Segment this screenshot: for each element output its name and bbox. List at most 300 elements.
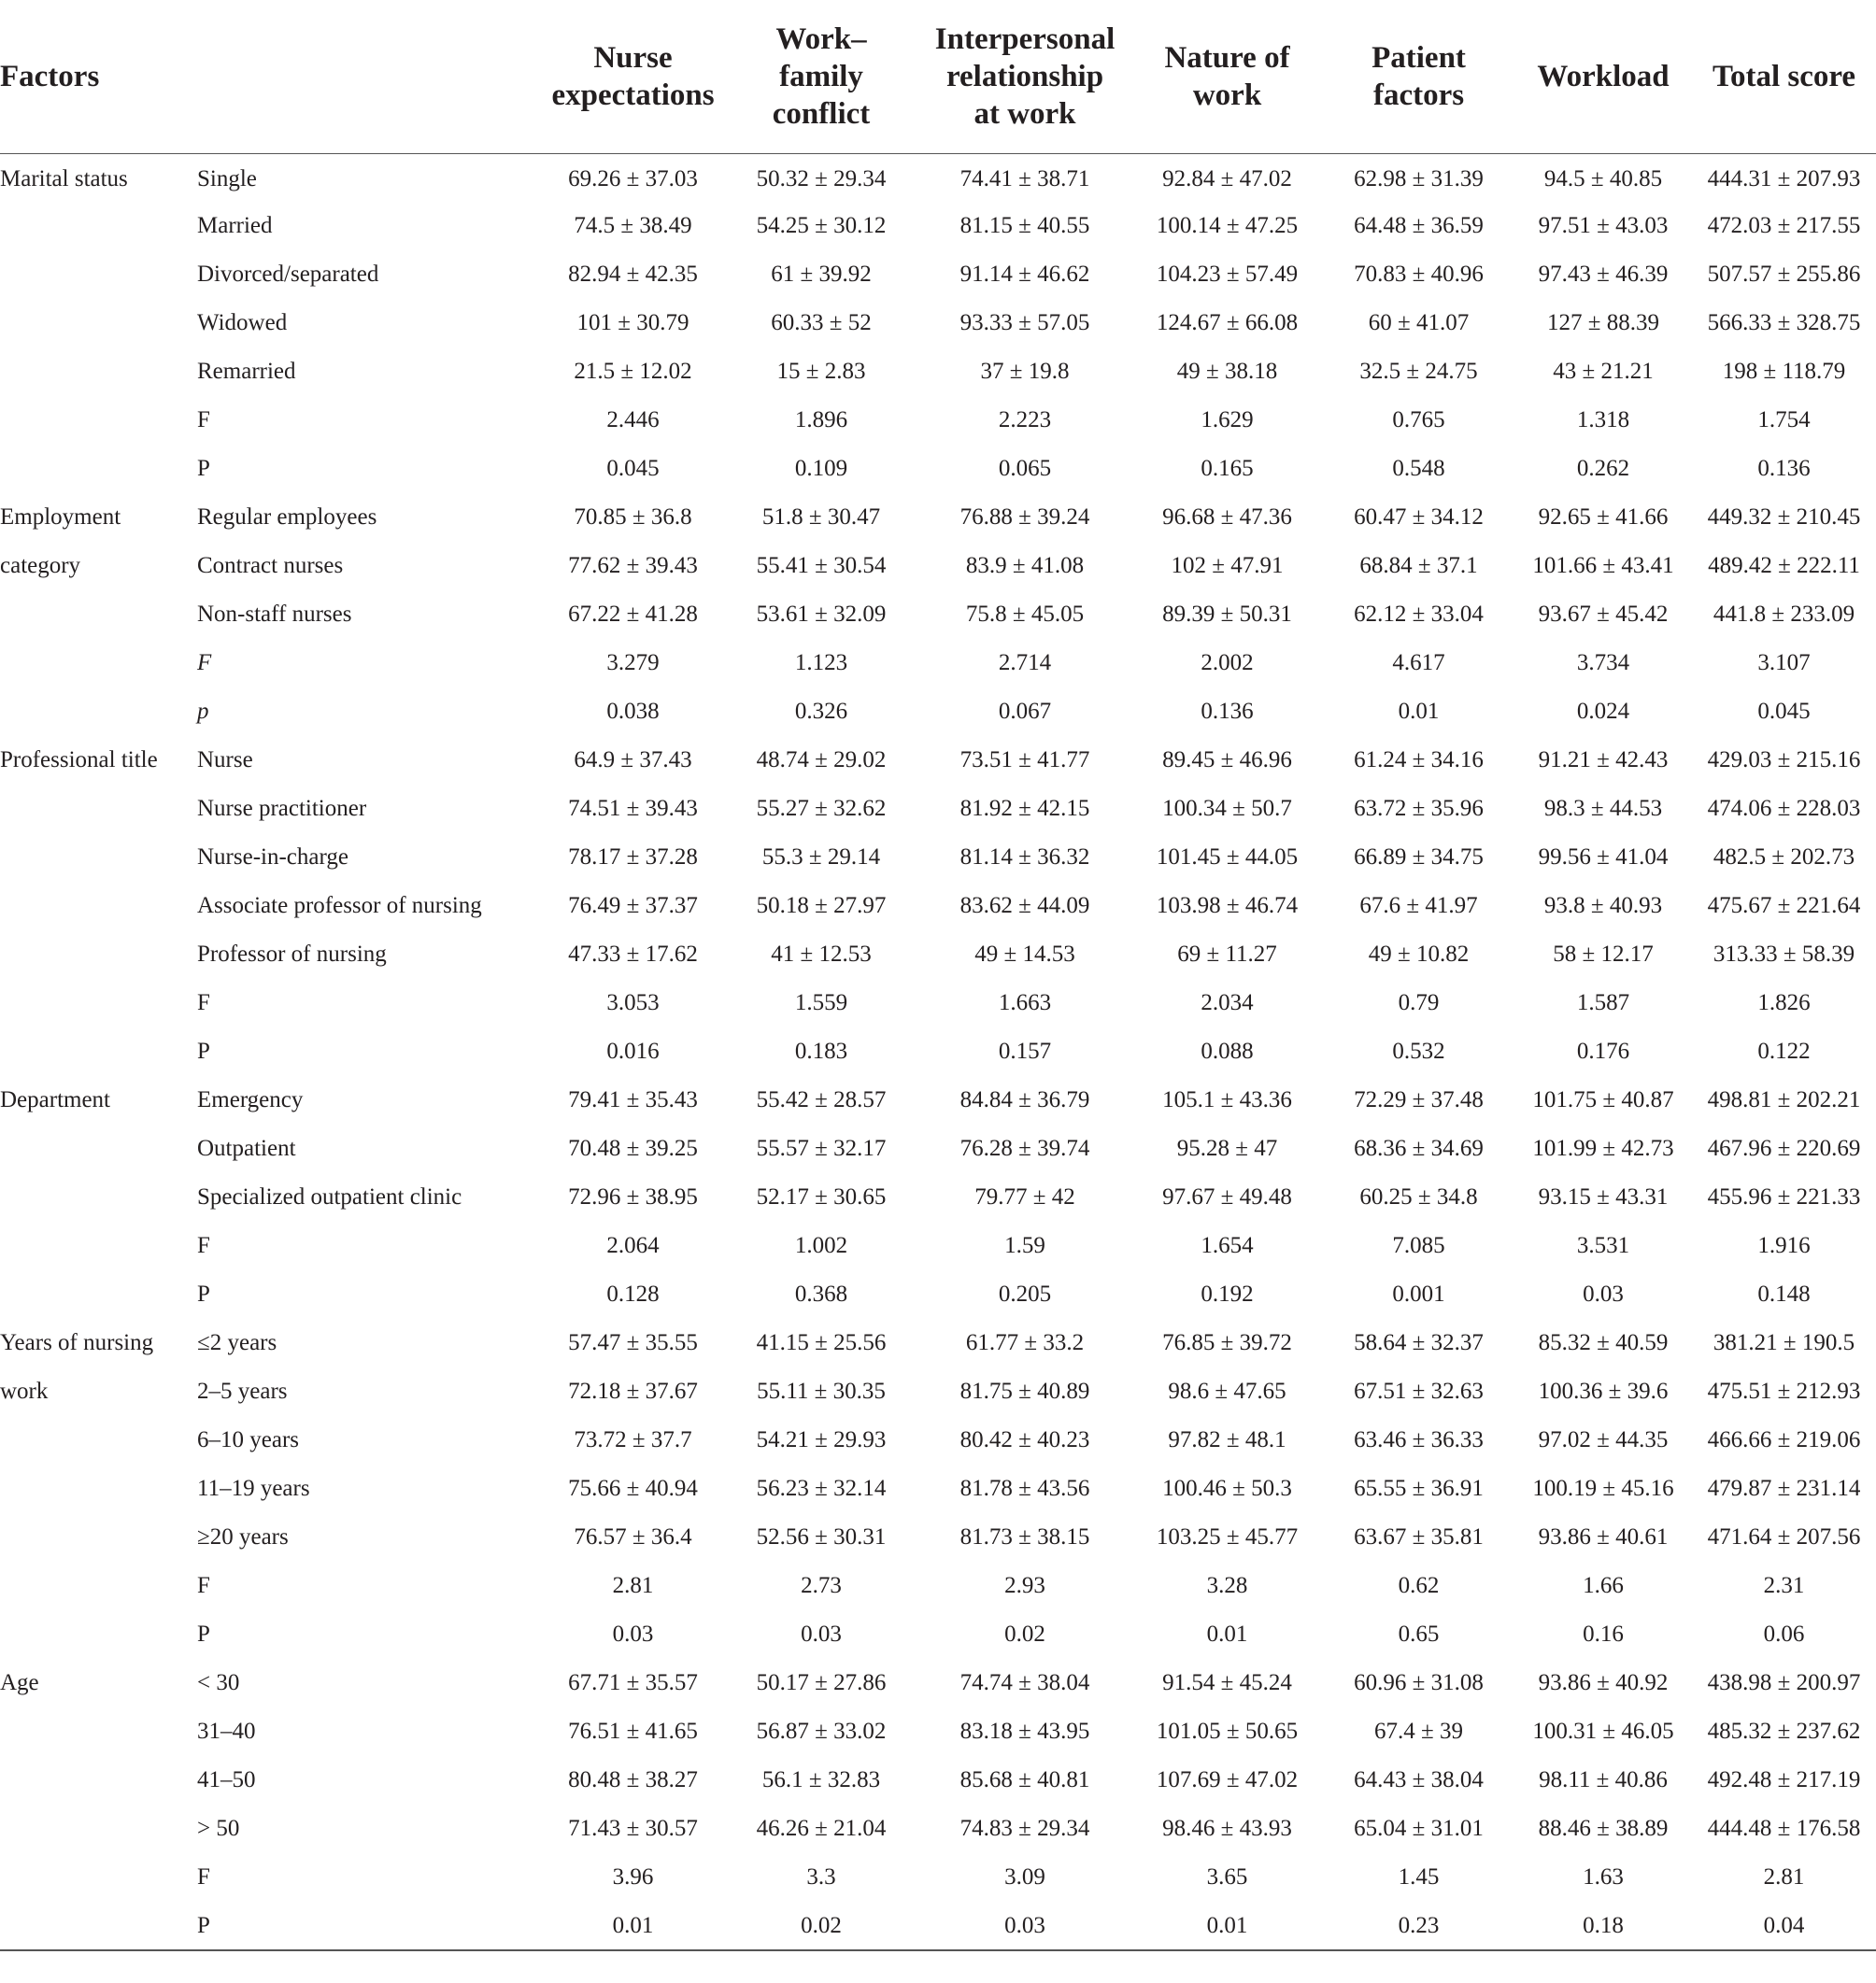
cell-value: 0.192 bbox=[1201, 1282, 1254, 1307]
row-level: 2–5 years bbox=[197, 1379, 288, 1404]
table-row bbox=[0, 1367, 1876, 1416]
cell-value: 65.04 ± 31.01 bbox=[1354, 1816, 1484, 1841]
cell-value: 98.6 ± 47.65 bbox=[1168, 1379, 1286, 1404]
cell-value: 0.06 bbox=[1763, 1622, 1805, 1647]
cell-value: 485.32 ± 237.62 bbox=[1707, 1719, 1861, 1744]
cell-value: 93.86 ± 40.61 bbox=[1538, 1524, 1669, 1550]
cell-value: 444.31 ± 207.93 bbox=[1707, 166, 1861, 192]
group-label bbox=[0, 202, 192, 250]
group-label bbox=[0, 1465, 192, 1513]
table-row bbox=[0, 250, 1876, 299]
cell-value: 100.34 ± 50.7 bbox=[1162, 796, 1292, 821]
group-label bbox=[0, 1853, 192, 1902]
table-row bbox=[0, 1513, 1876, 1562]
row-level: 6–10 years bbox=[197, 1427, 299, 1452]
cell-value: 0.065 bbox=[998, 456, 1052, 481]
cell-value: 67.51 ± 32.63 bbox=[1354, 1379, 1484, 1404]
row-level: F bbox=[197, 1573, 210, 1598]
cell-value: 68.36 ± 34.69 bbox=[1354, 1136, 1484, 1161]
col-header-work-family-conflict: Work– family conflict bbox=[724, 0, 918, 153]
row-level: Widowed bbox=[197, 310, 288, 335]
row-level: P bbox=[197, 1622, 210, 1647]
group-label bbox=[0, 1707, 192, 1756]
cell-value: 444.48 ± 176.58 bbox=[1707, 1816, 1861, 1841]
cell-value: 2.81 bbox=[612, 1573, 654, 1598]
row-level: Divorced/separated bbox=[197, 262, 379, 287]
cell-value: 95.28 ± 47 bbox=[1176, 1136, 1278, 1161]
cell-value: 97.43 ± 46.39 bbox=[1538, 262, 1669, 287]
row-level: Married bbox=[197, 213, 273, 238]
cell-value: 1.629 bbox=[1201, 407, 1254, 432]
group-label bbox=[0, 1756, 192, 1805]
cell-value: 98.3 ± 44.53 bbox=[1543, 796, 1663, 821]
table-body bbox=[0, 153, 1876, 1950]
table-row bbox=[0, 930, 1876, 979]
cell-value: 1.754 bbox=[1757, 407, 1811, 432]
cell-value: 3.28 bbox=[1206, 1573, 1248, 1598]
cell-value: 1.587 bbox=[1576, 990, 1630, 1015]
cell-value: 0.045 bbox=[1757, 699, 1811, 724]
cell-value: 566.33 ± 328.75 bbox=[1707, 310, 1861, 335]
cell-value: 74.41 ± 38.71 bbox=[959, 166, 1090, 192]
cell-value: 101.45 ± 44.05 bbox=[1156, 844, 1299, 870]
cell-value: 62.98 ± 31.39 bbox=[1354, 166, 1484, 192]
row-level: 41–50 bbox=[197, 1767, 256, 1792]
cell-value: 105.1 ± 43.36 bbox=[1162, 1087, 1292, 1112]
cell-value: 70.83 ± 40.96 bbox=[1354, 262, 1484, 287]
cell-value: 3.531 bbox=[1576, 1233, 1630, 1258]
cell-value: 0.02 bbox=[1004, 1622, 1045, 1647]
cell-value: 0.04 bbox=[1692, 1902, 1876, 1950]
cell-value: 3.053 bbox=[606, 990, 660, 1015]
row-level: Remarried bbox=[197, 359, 296, 384]
cell-value: 0.23 bbox=[1323, 1902, 1514, 1950]
cell-value: 68.84 ± 37.1 bbox=[1359, 553, 1478, 578]
cell-value: 2.446 bbox=[606, 407, 660, 432]
cell-value: 60 ± 41.07 bbox=[1368, 310, 1470, 335]
cell-value: 81.14 ± 36.32 bbox=[959, 844, 1090, 870]
table-row bbox=[0, 299, 1876, 347]
cell-value: 102 ± 47.91 bbox=[1171, 553, 1284, 578]
cell-value: 49 ± 14.53 bbox=[974, 942, 1075, 967]
cell-value: 70.85 ± 36.8 bbox=[574, 504, 692, 530]
cell-value: 1.002 bbox=[794, 1233, 848, 1258]
cell-value: 75.8 ± 45.05 bbox=[965, 602, 1085, 627]
cell-value: 93.67 ± 45.42 bbox=[1538, 602, 1669, 627]
cell-value: 0.79 bbox=[1398, 990, 1440, 1015]
row-level: F bbox=[197, 990, 210, 1015]
cell-value: 76.88 ± 39.24 bbox=[959, 504, 1090, 530]
cell-value: 84.84 ± 36.79 bbox=[959, 1087, 1090, 1112]
cell-value: 101.05 ± 50.65 bbox=[1156, 1719, 1299, 1744]
cell-value: 54.25 ± 30.12 bbox=[756, 213, 887, 238]
cell-value: 1.896 bbox=[794, 407, 848, 432]
cell-value: 1.66 bbox=[1583, 1573, 1624, 1598]
cell-value: 492.48 ± 217.19 bbox=[1707, 1767, 1861, 1792]
cell-value: 81.78 ± 43.56 bbox=[959, 1476, 1090, 1501]
cell-value: 15 ± 2.83 bbox=[776, 359, 866, 384]
cell-value: 63.67 ± 35.81 bbox=[1354, 1524, 1484, 1550]
cell-value: 0.024 bbox=[1576, 699, 1630, 724]
cell-value: 0.165 bbox=[1201, 456, 1254, 481]
cell-value: 107.69 ± 47.02 bbox=[1156, 1767, 1299, 1792]
row-level: Associate professor of nursing bbox=[197, 893, 482, 918]
cell-value: 21.5 ± 12.02 bbox=[574, 359, 692, 384]
group-label: work bbox=[0, 1379, 49, 1404]
table-row bbox=[0, 590, 1876, 639]
cell-value: 77.62 ± 39.43 bbox=[568, 553, 698, 578]
row-level: Nurse practitioner bbox=[197, 796, 367, 821]
cell-value: 0.03 bbox=[801, 1622, 842, 1647]
cell-value: 441.8 ± 233.09 bbox=[1713, 602, 1855, 627]
cell-value: 85.68 ± 40.81 bbox=[959, 1767, 1090, 1792]
table-row bbox=[0, 882, 1876, 930]
cell-value: 0.205 bbox=[998, 1282, 1052, 1307]
group-label bbox=[0, 1416, 192, 1465]
group-label: Employment bbox=[0, 504, 121, 530]
cell-value: 0.368 bbox=[794, 1282, 848, 1307]
table-row bbox=[0, 979, 1876, 1027]
table-row bbox=[0, 1610, 1876, 1659]
cell-value: 0.262 bbox=[1576, 456, 1630, 481]
cell-value: 0.067 bbox=[998, 699, 1052, 724]
table-header bbox=[0, 0, 1876, 153]
group-label bbox=[0, 930, 192, 979]
cell-value: 3.107 bbox=[1757, 650, 1811, 675]
cell-value: 89.45 ± 46.96 bbox=[1162, 747, 1292, 772]
cell-value: 91.14 ± 46.62 bbox=[959, 262, 1090, 287]
table-row bbox=[0, 493, 1876, 542]
cell-value: 1.916 bbox=[1757, 1233, 1811, 1258]
cell-value: 43 ± 21.21 bbox=[1553, 359, 1654, 384]
cell-value: 85.32 ± 40.59 bbox=[1538, 1330, 1669, 1355]
cell-value: 482.5 ± 202.73 bbox=[1713, 844, 1855, 870]
cell-value: 2.223 bbox=[998, 407, 1052, 432]
cell-value: 61 ± 39.92 bbox=[771, 262, 872, 287]
row-level: Contract nurses bbox=[197, 553, 344, 578]
group-label bbox=[0, 1125, 192, 1173]
cell-value: 61.24 ± 34.16 bbox=[1354, 747, 1484, 772]
group-label bbox=[0, 1610, 192, 1659]
cell-value: 1.826 bbox=[1757, 990, 1811, 1015]
cell-value: 63.46 ± 36.33 bbox=[1354, 1427, 1484, 1452]
cell-value: 57.47 ± 35.55 bbox=[568, 1330, 698, 1355]
cell-value: 70.48 ± 39.25 bbox=[568, 1136, 698, 1161]
cell-value: 124.67 ± 66.08 bbox=[1156, 310, 1299, 335]
cell-value: 103.98 ± 46.74 bbox=[1156, 893, 1299, 918]
cell-value: 100.31 ± 46.05 bbox=[1532, 1719, 1674, 1744]
cell-value: 66.89 ± 34.75 bbox=[1354, 844, 1484, 870]
cell-value: 67.6 ± 41.97 bbox=[1359, 893, 1478, 918]
cell-value: 78.17 ± 37.28 bbox=[568, 844, 698, 870]
cell-value: 74.74 ± 38.04 bbox=[959, 1670, 1090, 1695]
cell-value: 73.51 ± 41.77 bbox=[959, 747, 1090, 772]
cell-value: 97.02 ± 44.35 bbox=[1538, 1427, 1669, 1452]
cell-value: 1.123 bbox=[794, 650, 848, 675]
cell-value: 94.5 ± 40.85 bbox=[1543, 166, 1663, 192]
cell-value: 3.65 bbox=[1206, 1864, 1248, 1890]
cell-value: 0.01 bbox=[542, 1902, 724, 1950]
cell-value: 0.016 bbox=[606, 1039, 660, 1064]
col-header-total-score: Total score bbox=[1692, 0, 1876, 153]
cell-value: 0.532 bbox=[1392, 1039, 1445, 1064]
cell-value: 67.4 ± 39 bbox=[1374, 1719, 1463, 1744]
cell-value: 50.17 ± 27.86 bbox=[756, 1670, 887, 1695]
cell-value: 55.3 ± 29.14 bbox=[761, 844, 881, 870]
cell-value: 0.045 bbox=[606, 456, 660, 481]
cell-value: 69.26 ± 37.03 bbox=[568, 166, 698, 192]
cell-value: 80.42 ± 40.23 bbox=[959, 1427, 1090, 1452]
cell-value: 46.26 ± 21.04 bbox=[756, 1816, 887, 1841]
cell-value: 0.157 bbox=[998, 1039, 1052, 1064]
row-level: F bbox=[197, 1864, 210, 1890]
cell-value: 0.01 bbox=[1131, 1902, 1323, 1950]
cell-value: 472.03 ± 217.55 bbox=[1707, 213, 1861, 238]
cell-value: 466.66 ± 219.06 bbox=[1707, 1427, 1861, 1452]
table-row bbox=[0, 1416, 1876, 1465]
group-label bbox=[0, 250, 192, 299]
cell-value: 313.33 ± 58.39 bbox=[1713, 942, 1855, 967]
table-row bbox=[0, 396, 1876, 445]
cell-value: 507.57 ± 255.86 bbox=[1707, 262, 1861, 287]
row-level: 31–40 bbox=[197, 1719, 256, 1744]
cell-value: 55.27 ± 32.62 bbox=[756, 796, 887, 821]
cell-value: 101.75 ± 40.87 bbox=[1532, 1087, 1674, 1112]
cell-value: 65.55 ± 36.91 bbox=[1354, 1476, 1484, 1501]
col-header-interpersonal-relationship: Interpersonal relationship at work bbox=[918, 0, 1131, 153]
group-label bbox=[0, 1562, 192, 1610]
cell-value: 93.33 ± 57.05 bbox=[959, 310, 1090, 335]
table-row bbox=[0, 1756, 1876, 1805]
table-row bbox=[0, 1173, 1876, 1222]
cell-value: 2.73 bbox=[801, 1573, 842, 1598]
cell-value: 498.81 ± 202.21 bbox=[1707, 1087, 1861, 1112]
cell-value: 100.19 ± 45.16 bbox=[1532, 1476, 1674, 1501]
table-row bbox=[0, 445, 1876, 493]
row-level: P bbox=[197, 456, 210, 481]
cell-value: 32.5 ± 24.75 bbox=[1359, 359, 1478, 384]
group-label bbox=[0, 833, 192, 882]
cell-value: 50.32 ± 29.34 bbox=[756, 166, 887, 192]
cell-value: 67.71 ± 35.57 bbox=[568, 1670, 698, 1695]
cell-value: 92.65 ± 41.66 bbox=[1538, 504, 1669, 530]
row-level: Outpatient bbox=[197, 1136, 296, 1161]
cell-value: 72.18 ± 37.67 bbox=[568, 1379, 698, 1404]
cell-value: 93.86 ± 40.92 bbox=[1538, 1670, 1669, 1695]
col-header-nature-of-work: Nature of work bbox=[1131, 0, 1323, 153]
cell-value: 0.109 bbox=[794, 456, 848, 481]
group-label bbox=[0, 687, 192, 736]
cell-value: 83.9 ± 41.08 bbox=[965, 553, 1085, 578]
cell-value: 60.25 ± 34.8 bbox=[1359, 1184, 1478, 1210]
group-label: Professional title bbox=[0, 747, 158, 772]
group-label bbox=[0, 1173, 192, 1222]
cell-value: 52.17 ± 30.65 bbox=[756, 1184, 887, 1210]
table-row bbox=[0, 542, 1876, 590]
cell-value: 1.654 bbox=[1201, 1233, 1254, 1258]
cell-value: 3.09 bbox=[1004, 1864, 1045, 1890]
cell-value: 0.148 bbox=[1757, 1282, 1811, 1307]
group-label bbox=[0, 1513, 192, 1562]
cell-value: 74.5 ± 38.49 bbox=[574, 213, 692, 238]
row-level: Emergency bbox=[197, 1087, 304, 1112]
cell-value: 0.128 bbox=[606, 1282, 660, 1307]
group-label bbox=[0, 639, 192, 687]
table-row bbox=[0, 1027, 1876, 1076]
cell-value: 1.559 bbox=[794, 990, 848, 1015]
cell-value: 73.72 ± 37.7 bbox=[574, 1427, 692, 1452]
cell-value: 2.034 bbox=[1201, 990, 1254, 1015]
cell-value: 48.74 ± 29.02 bbox=[756, 747, 887, 772]
cell-value: 0.136 bbox=[1757, 456, 1811, 481]
cell-value: 76.57 ± 36.4 bbox=[574, 1524, 692, 1550]
cell-value: 93.8 ± 40.93 bbox=[1543, 893, 1663, 918]
cell-value: 0.65 bbox=[1398, 1622, 1440, 1647]
cell-value: 475.67 ± 221.64 bbox=[1707, 893, 1861, 918]
cell-value: 81.75 ± 40.89 bbox=[959, 1379, 1090, 1404]
cell-value: 64.9 ± 37.43 bbox=[574, 747, 692, 772]
cell-value: 0.03 bbox=[1583, 1282, 1624, 1307]
cell-value: 198 ± 118.79 bbox=[1722, 359, 1846, 384]
cell-value: 56.1 ± 32.83 bbox=[761, 1767, 881, 1792]
cell-value: 2.31 bbox=[1763, 1573, 1805, 1598]
cell-value: 93.15 ± 43.31 bbox=[1538, 1184, 1669, 1210]
cell-value: 75.66 ± 40.94 bbox=[568, 1476, 698, 1501]
cell-value: 79.41 ± 35.43 bbox=[568, 1087, 698, 1112]
cell-value: 60.47 ± 34.12 bbox=[1354, 504, 1484, 530]
table-row bbox=[0, 1707, 1876, 1756]
cell-value: 438.98 ± 200.97 bbox=[1707, 1670, 1861, 1695]
cell-value: 72.29 ± 37.48 bbox=[1354, 1087, 1484, 1112]
row-level: F bbox=[197, 407, 210, 432]
cell-value: 97.67 ± 49.48 bbox=[1162, 1184, 1292, 1210]
group-label bbox=[0, 299, 192, 347]
cell-value: 101 ± 30.79 bbox=[576, 310, 689, 335]
cell-value: 64.48 ± 36.59 bbox=[1354, 213, 1484, 238]
cell-value: 0.001 bbox=[1392, 1282, 1445, 1307]
group-label bbox=[0, 347, 192, 396]
row-level: F bbox=[197, 650, 212, 675]
cell-value: 60.33 ± 52 bbox=[771, 310, 872, 335]
header-row bbox=[0, 0, 1876, 153]
cell-value: 3.3 bbox=[806, 1864, 836, 1890]
cell-value: 76.49 ± 37.37 bbox=[568, 893, 698, 918]
row-level: > 50 bbox=[197, 1816, 240, 1841]
cell-value: 49 ± 38.18 bbox=[1176, 359, 1278, 384]
cell-value: 62.12 ± 33.04 bbox=[1354, 602, 1484, 627]
row-level: Single bbox=[197, 166, 257, 192]
cell-value: 98.11 ± 40.86 bbox=[1539, 1767, 1668, 1792]
table-row bbox=[0, 347, 1876, 396]
cell-value: 47.33 ± 17.62 bbox=[568, 942, 698, 967]
cell-value: 51.8 ± 30.47 bbox=[761, 504, 881, 530]
cell-value: 72.96 ± 38.95 bbox=[568, 1184, 698, 1210]
cell-value: 96.68 ± 47.36 bbox=[1162, 504, 1292, 530]
cell-value: 3.734 bbox=[1576, 650, 1630, 675]
cell-value: 0.01 bbox=[1398, 699, 1440, 724]
group-label bbox=[0, 1805, 192, 1853]
cell-value: 449.32 ± 210.45 bbox=[1707, 504, 1861, 530]
cell-value: 88.46 ± 38.89 bbox=[1538, 1816, 1669, 1841]
table-row bbox=[0, 736, 1876, 785]
table-row bbox=[0, 639, 1876, 687]
cell-value: 474.06 ± 228.03 bbox=[1707, 796, 1861, 821]
cell-value: 52.56 ± 30.31 bbox=[756, 1524, 887, 1550]
row-level: P bbox=[192, 1902, 542, 1950]
cell-value: 81.15 ± 40.55 bbox=[959, 213, 1090, 238]
group-label bbox=[0, 1027, 192, 1076]
group-label bbox=[0, 979, 192, 1027]
cell-value: 55.11 ± 30.35 bbox=[757, 1379, 886, 1404]
cell-value: 0.183 bbox=[794, 1039, 848, 1064]
cell-value: 1.59 bbox=[1004, 1233, 1045, 1258]
cell-value: 100.14 ± 47.25 bbox=[1156, 213, 1299, 238]
cell-value: 3.96 bbox=[612, 1864, 654, 1890]
cell-value: 63.72 ± 35.96 bbox=[1354, 796, 1484, 821]
row-level: < 30 bbox=[197, 1670, 240, 1695]
cell-value: 61.77 ± 33.2 bbox=[965, 1330, 1085, 1355]
table-row bbox=[0, 1222, 1876, 1270]
table-row bbox=[0, 1805, 1876, 1853]
cell-value: 0.122 bbox=[1757, 1039, 1811, 1064]
col-header-patient-factors: Patient factors bbox=[1323, 0, 1514, 153]
row-level: Professor of nursing bbox=[197, 942, 387, 967]
group-label: category bbox=[0, 553, 81, 578]
cell-value: 37 ± 19.8 bbox=[980, 359, 1070, 384]
cell-value: 104.23 ± 57.49 bbox=[1156, 262, 1299, 287]
cell-value: 127 ± 88.39 bbox=[1547, 310, 1659, 335]
cell-value: 471.64 ± 207.56 bbox=[1707, 1524, 1861, 1550]
table-row bbox=[0, 1465, 1876, 1513]
cell-value: 2.002 bbox=[1201, 650, 1254, 675]
cell-value: 49 ± 10.82 bbox=[1368, 942, 1470, 967]
table-row bbox=[0, 153, 1876, 202]
table-row bbox=[0, 1270, 1876, 1319]
cell-value: 1.45 bbox=[1398, 1864, 1440, 1890]
cell-value: 0.176 bbox=[1576, 1039, 1630, 1064]
cell-value: 100.46 ± 50.3 bbox=[1162, 1476, 1292, 1501]
cell-value: 91.54 ± 45.24 bbox=[1162, 1670, 1292, 1695]
cell-value: 0.038 bbox=[606, 699, 660, 724]
cell-value: 58 ± 12.17 bbox=[1553, 942, 1654, 967]
cell-value: 0.02 bbox=[724, 1902, 918, 1950]
table-row bbox=[0, 1319, 1876, 1367]
table-row bbox=[0, 1902, 1876, 1950]
row-level: Nurse-in-charge bbox=[197, 844, 348, 870]
row-level: Specialized outpatient clinic bbox=[197, 1184, 462, 1210]
cell-value: 4.617 bbox=[1392, 650, 1445, 675]
cell-value: 89.39 ± 50.31 bbox=[1162, 602, 1292, 627]
cell-value: 81.73 ± 38.15 bbox=[959, 1524, 1090, 1550]
cell-value: 79.77 ± 42 bbox=[974, 1184, 1075, 1210]
cell-value: 80.48 ± 38.27 bbox=[568, 1767, 698, 1792]
group-label bbox=[0, 882, 192, 930]
cell-value: 69 ± 11.27 bbox=[1177, 942, 1277, 967]
col-header-factors: Factors bbox=[0, 0, 542, 153]
cell-value: 55.42 ± 28.57 bbox=[756, 1087, 887, 1112]
group-label: Department bbox=[0, 1087, 111, 1112]
cell-value: 381.21 ± 190.5 bbox=[1713, 1330, 1855, 1355]
cell-value: 41 ± 12.53 bbox=[771, 942, 872, 967]
cell-value: 0.326 bbox=[794, 699, 848, 724]
cell-value: 0.765 bbox=[1392, 407, 1445, 432]
cell-value: 479.87 ± 231.14 bbox=[1707, 1476, 1861, 1501]
group-label: Years of nursing bbox=[0, 1330, 154, 1355]
table-row bbox=[0, 785, 1876, 833]
col-header-workload: Workload bbox=[1514, 0, 1692, 153]
group-label: Age bbox=[0, 1670, 39, 1695]
cell-value: 76.51 ± 41.65 bbox=[568, 1719, 698, 1744]
